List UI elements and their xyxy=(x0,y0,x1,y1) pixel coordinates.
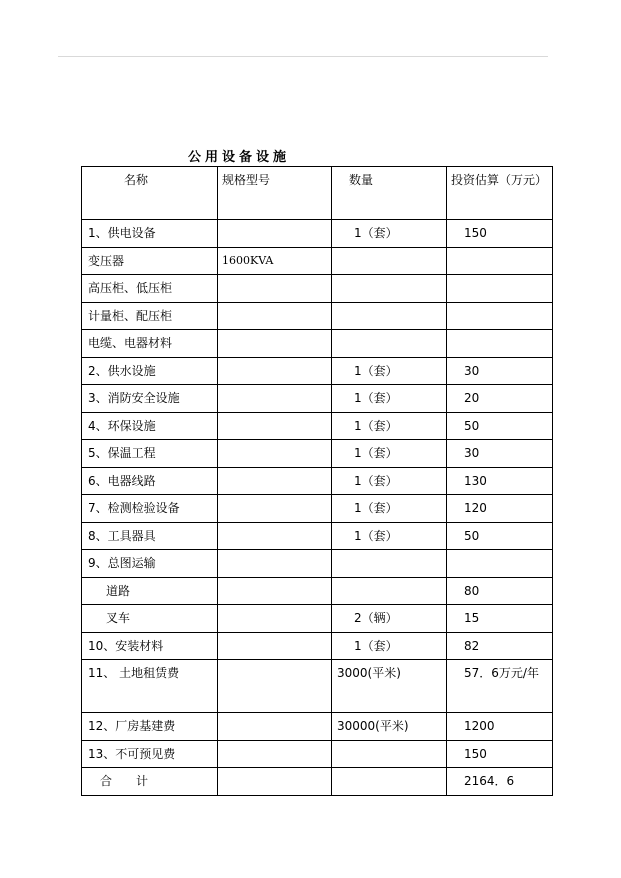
table-row xyxy=(82,220,553,248)
cell-qty: 1（套） xyxy=(332,495,447,523)
cell-invest xyxy=(447,302,553,330)
cell-qty: 30000(平米) xyxy=(332,713,447,741)
cell-name: 9、总图运输 xyxy=(82,550,218,578)
cell-qty: 1（套） xyxy=(332,357,447,385)
header-name: 名称 xyxy=(82,167,218,220)
total-label: 合 计 xyxy=(82,768,218,796)
cell-spec xyxy=(218,605,332,633)
cell-spec xyxy=(218,740,332,768)
cell-name: 13、不可预见费 xyxy=(82,740,218,768)
table-row xyxy=(82,247,553,275)
cell-name: 计量柜、配压柜 xyxy=(82,302,218,330)
cell-qty xyxy=(332,275,447,303)
table-row xyxy=(82,440,553,468)
table-row xyxy=(82,467,553,495)
table-row xyxy=(82,385,553,413)
cell-spec xyxy=(218,713,332,741)
cell-spec xyxy=(218,550,332,578)
table-row xyxy=(82,605,553,633)
cell-qty: 1（套） xyxy=(332,632,447,660)
header-rule xyxy=(58,56,548,57)
table-row xyxy=(82,713,553,741)
cell-invest: 1200 xyxy=(447,713,553,741)
cell-name: 2、供水设施 xyxy=(82,357,218,385)
cell-invest: 50 xyxy=(447,522,553,550)
header-qty: 数量 xyxy=(332,167,447,220)
cell-qty xyxy=(332,302,447,330)
cell-name: 变压器 xyxy=(82,247,218,275)
cell-spec xyxy=(218,302,332,330)
cell-qty xyxy=(332,768,447,796)
cell-qty xyxy=(332,577,447,605)
cell-qty: 1（套） xyxy=(332,220,447,248)
cell-invest: 82 xyxy=(447,632,553,660)
cell-spec xyxy=(218,357,332,385)
cell-invest: 80 xyxy=(447,577,553,605)
cell-invest: 120 xyxy=(447,495,553,523)
cell-spec xyxy=(218,768,332,796)
cell-name: 12、厂房基建费 xyxy=(82,713,218,741)
table-row xyxy=(82,412,553,440)
cell-name: 11、 土地租赁费 xyxy=(82,660,218,713)
cell-spec xyxy=(218,330,332,358)
cell-spec xyxy=(218,522,332,550)
table-row xyxy=(82,550,553,578)
document-title: 公用设备设施 xyxy=(188,150,291,165)
cell-name: 道路 xyxy=(82,577,218,605)
cell-invest: 57．6万元/年 xyxy=(447,660,553,713)
cell-qty: 1（套） xyxy=(332,385,447,413)
cell-spec xyxy=(218,275,332,303)
cell-qty xyxy=(332,247,447,275)
cell-spec: 1600KVA xyxy=(218,247,332,275)
cell-invest: 150 xyxy=(447,220,553,248)
cell-invest xyxy=(447,275,553,303)
table-row xyxy=(82,577,553,605)
cell-invest xyxy=(447,247,553,275)
cell-name: 10、安装材料 xyxy=(82,632,218,660)
cell-spec xyxy=(218,577,332,605)
cell-spec xyxy=(218,385,332,413)
cell-name: 电缆、电器材料 xyxy=(82,330,218,358)
cell-name: 7、检测检验设备 xyxy=(82,495,218,523)
header-invest: 投资估算（万元） xyxy=(447,167,553,220)
table-row xyxy=(82,275,553,303)
table-row xyxy=(82,740,553,768)
cell-invest: 20 xyxy=(447,385,553,413)
cell-qty: 3000(平米) xyxy=(332,660,447,713)
cell-spec xyxy=(218,440,332,468)
cell-invest: 150 xyxy=(447,740,553,768)
table-row xyxy=(82,632,553,660)
cell-name: 高压柜、低压柜 xyxy=(82,275,218,303)
cell-spec xyxy=(218,220,332,248)
cell-spec xyxy=(218,412,332,440)
table-row xyxy=(82,330,553,358)
cell-name: 8、工具器具 xyxy=(82,522,218,550)
equipment-table xyxy=(81,166,553,796)
cell-name: 5、保温工程 xyxy=(82,440,218,468)
cell-qty: 1（套） xyxy=(332,467,447,495)
cell-qty xyxy=(332,740,447,768)
cell-qty: 1（套） xyxy=(332,412,447,440)
cell-name: 6、电器线路 xyxy=(82,467,218,495)
cell-qty: 1（套） xyxy=(332,522,447,550)
total-invest: 2164．6 xyxy=(447,768,553,796)
cell-spec xyxy=(218,632,332,660)
table-row xyxy=(82,357,553,385)
cell-invest: 15 xyxy=(447,605,553,633)
table-row xyxy=(82,660,553,713)
cell-invest: 50 xyxy=(447,412,553,440)
cell-spec xyxy=(218,660,332,713)
table-row xyxy=(82,302,553,330)
cell-qty: 2（辆） xyxy=(332,605,447,633)
cell-invest: 30 xyxy=(447,440,553,468)
cell-spec xyxy=(218,467,332,495)
cell-qty xyxy=(332,330,447,358)
cell-qty xyxy=(332,550,447,578)
cell-name: 4、环保设施 xyxy=(82,412,218,440)
header-spec: 规格型号 xyxy=(218,167,332,220)
cell-invest: 30 xyxy=(447,357,553,385)
cell-qty: 1（套） xyxy=(332,440,447,468)
table-row xyxy=(82,495,553,523)
cell-spec xyxy=(218,495,332,523)
cell-invest xyxy=(447,550,553,578)
cell-name: 3、消防安全设施 xyxy=(82,385,218,413)
cell-invest: 130 xyxy=(447,467,553,495)
table-total-row xyxy=(82,768,553,796)
table-row xyxy=(82,522,553,550)
table-header-row xyxy=(82,167,553,220)
cell-name: 叉车 xyxy=(82,605,218,633)
cell-invest xyxy=(447,330,553,358)
cell-name: 1、供电设备 xyxy=(82,220,218,248)
